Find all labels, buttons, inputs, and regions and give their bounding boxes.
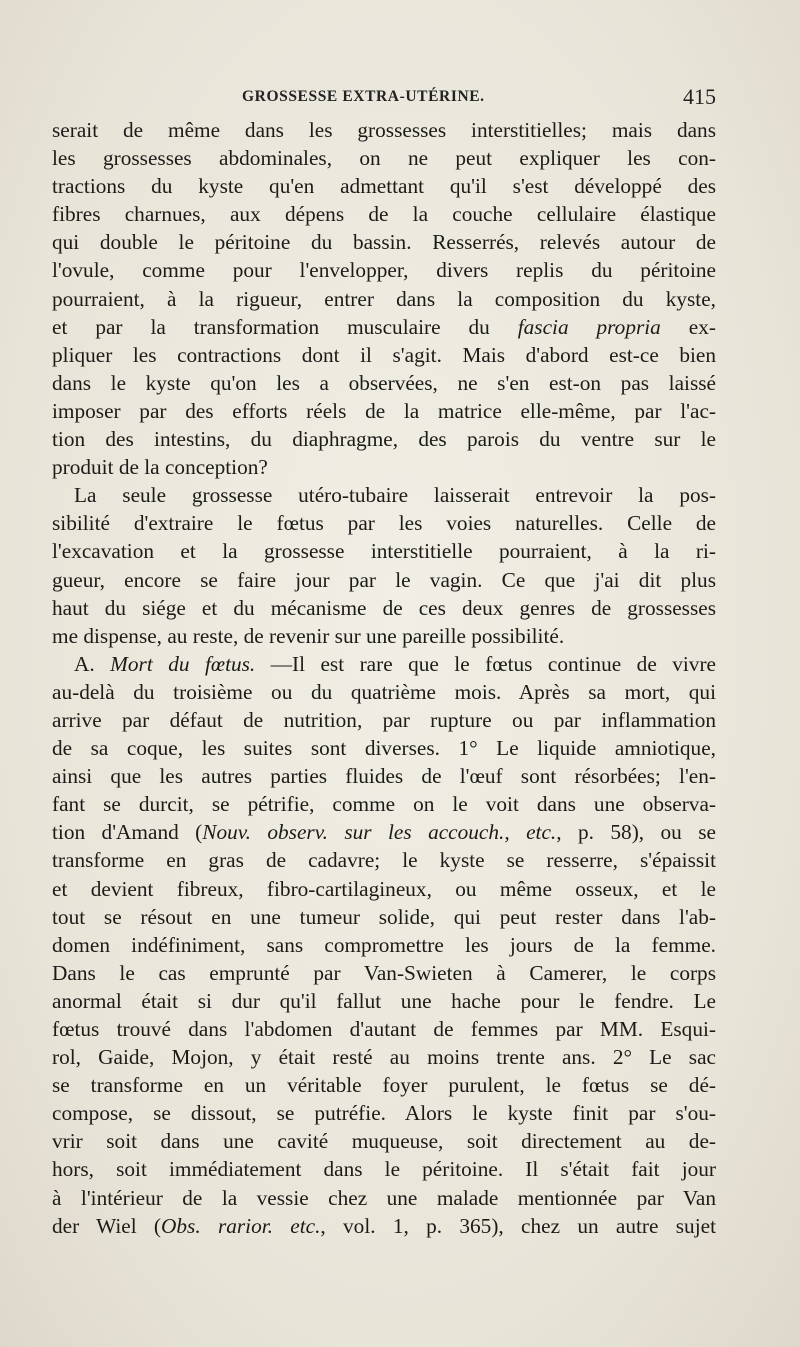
page-number: 415: [683, 84, 716, 109]
text-line: [52, 762, 716, 790]
text-segment: ainsi que les autres parties fluides de l'œuf sont résorbées; l'en-: [52, 764, 716, 789]
text-segment: tout se résout en une tumeur solide, qui peut rester dans l'ab-: [52, 904, 716, 929]
text-line: [52, 622, 716, 650]
text-segment: haut du siége et du mécanisme de ces deux genres de grossesses: [52, 595, 716, 620]
text-segment: La seule grossesse utéro-tubaire laisserait entrevoir la pos-: [74, 483, 716, 508]
text-segment: hors, soit immédiatement dans le péritoine. Il s'était fait jour: [52, 1157, 716, 1182]
text-line: [52, 172, 716, 200]
text-segment: l'excavation et la grossesse interstitielle pourraient, à la ri-: [52, 539, 716, 564]
text-segment: transforme en gras de cadavre; le kyste se resserre, s'épaissit: [52, 848, 716, 873]
text-segment: Dans le cas emprunté par Van-Swieten à Camerer, le corps: [52, 960, 716, 985]
running-head: [52, 84, 716, 112]
text-segment: sibilité d'extraire le fœtus par les voies naturelles. Celle de: [52, 511, 716, 536]
text-line: [52, 228, 716, 256]
text-line: [52, 818, 716, 846]
text-segment: der Wiel (: [52, 1213, 162, 1238]
text-line: [52, 397, 716, 425]
text-segment: à l'intérieur de la vessie chez une malade mentionnée par Van: [52, 1185, 716, 1210]
body-text: [52, 116, 716, 1240]
text-segment: fœtus trouvé dans l'abdomen d'autant de femmes par MM. Esqui-: [52, 1017, 716, 1041]
text-line: [52, 313, 716, 341]
text-segment: tion des intestins, du diaphragme, des parois du ventre sur le: [52, 427, 716, 452]
text-segment: , vol. 1, p. 365), chez un autre sujet: [320, 1213, 716, 1238]
text-line: [52, 790, 716, 818]
text-segment: A.: [74, 651, 111, 676]
text-segment: se transforme en un véritable foyer purulent, le fœtus se dé-: [52, 1073, 716, 1098]
text-segment: pourraient, à la rigueur, entrer dans la composition du kyste,: [52, 286, 716, 311]
text-line: [52, 594, 716, 622]
text-segment: domen indéfiniment, sans compromettre les jours de la femme.: [52, 932, 716, 957]
text-line: [52, 566, 716, 594]
text-segment: anormal était si dur qu'il fallut une hache pour le fendre. Le: [52, 988, 716, 1013]
text-line: [52, 256, 716, 284]
text-line: [52, 903, 716, 931]
paragraph: [52, 650, 716, 1240]
text-segment: vrir soit dans une cavité muqueuse, soit directement au de-: [52, 1129, 716, 1154]
text-segment: me dispense, au reste, de revenir sur une pareille possibilité.: [52, 623, 565, 648]
text-line: [52, 875, 716, 903]
running-title: GROSSESSE EXTRA-UTÉRINE.: [242, 88, 485, 105]
text-segment: dans le kyste qu'on les a observées, ne s'en est-on pas laissé: [52, 370, 716, 395]
text-line: [52, 706, 716, 734]
text-line: [52, 1071, 716, 1099]
text-segment: les grossesses abdominales, on ne peut expliquer les con-: [52, 146, 716, 171]
text-segment: de sa coque, les suites sont diverses. 1° Le liquide amniotique,: [52, 736, 716, 761]
text-line: [52, 116, 716, 144]
paragraph: [52, 481, 716, 650]
text-line: [52, 285, 716, 313]
text-segment: tion d'Amand (: [52, 820, 203, 845]
text-line: [52, 1043, 716, 1071]
italic-text: Mort du fœtus.: [110, 651, 256, 676]
text-segment: tractions du kyste qu'en admettant qu'il s'est développé des: [52, 174, 716, 199]
text-line: [52, 959, 716, 987]
text-segment: compose, se dissout, se putréfie. Alors le kyste finit par s'ou-: [52, 1101, 716, 1126]
text-line: [52, 931, 716, 959]
text-segment: serait de même dans les grossesses interstitielles; mais dans: [52, 118, 716, 142]
text-segment: —Il est rare que le fœtus continue de vivre: [255, 651, 716, 676]
text-segment: fant se durcit, se pétrifie, comme on le voit dans une observa-: [52, 792, 716, 817]
text-line: [52, 1184, 716, 1212]
text-line: [52, 846, 716, 874]
text-segment: , p. 58), ou se: [556, 820, 716, 845]
text-line: [52, 650, 716, 678]
text-segment: fibres charnues, aux dépens de la couche cellulaire élastique: [52, 202, 716, 227]
text-segment: et devient fibreux, fibro-cartilagineux, ou même osseux, et le: [52, 876, 716, 901]
text-segment: arrive par défaut de nutrition, par rupture ou par inflammation: [52, 707, 716, 732]
text-segment: rol, Gaide, Mojon, y était resté au moins trente ans. 2° Le sac: [52, 1045, 716, 1070]
text-line: [52, 453, 716, 481]
text-line: [52, 1127, 716, 1155]
text-line: [52, 341, 716, 369]
text-segment: pliquer les contractions dont il s'agit. Mais d'abord est-ce bien: [52, 342, 716, 367]
text-line: [52, 200, 716, 228]
paragraph: [52, 116, 716, 481]
italic-text: fascia propria: [517, 314, 661, 339]
text-line: [52, 369, 716, 397]
text-line: [52, 734, 716, 762]
text-line: [52, 481, 716, 509]
text-segment: gueur, encore se faire jour par le vagin. Ce que j'ai dit plus: [52, 567, 716, 592]
text-line: [52, 1155, 716, 1183]
text-segment: produit de la conception?: [52, 455, 268, 480]
text-segment: l'ovule, comme pour l'envelopper, divers replis du péritoine: [52, 258, 716, 283]
text-segment: qui double le péritoine du bassin. Resserrés, relevés autour de: [52, 230, 716, 255]
text-line: [52, 987, 716, 1015]
text-line: [52, 1099, 716, 1127]
text-segment: au-delà du troisième ou du quatrième mois. Après sa mort, qui: [52, 679, 716, 704]
text-line: [52, 509, 716, 537]
text-line: [52, 678, 716, 706]
italic-text: Nouv. observ. sur les accouch., etc.: [202, 820, 557, 845]
text-line: [52, 425, 716, 453]
text-line: [52, 144, 716, 172]
text-line: [52, 1015, 716, 1043]
text-line: [52, 537, 716, 565]
text-line: [52, 1212, 716, 1240]
text-segment: imposer par des efforts réels de la matrice elle-même, par l'ac-: [52, 398, 716, 423]
italic-text: Obs. rarior. etc.: [161, 1213, 321, 1238]
text-segment: et par la transformation musculaire du: [52, 314, 518, 339]
text-segment: ex-: [660, 314, 716, 339]
